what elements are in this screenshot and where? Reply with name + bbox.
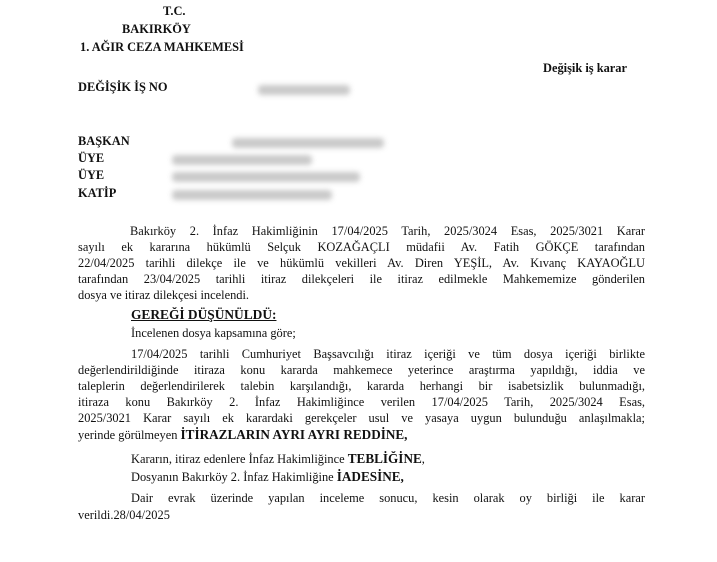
notification-line — [131, 451, 425, 467]
body-line: İncelenen dosya kapsamına göre; — [131, 326, 296, 340]
redacted-clerk-name — [172, 190, 332, 200]
body-line: 2025/3021 Karar sayılı ek karardaki gerekçeler usul ve yasaya uygun bulunduğu anlaşılmakla; — [78, 411, 645, 425]
republic-abbrev: T.C. — [163, 4, 186, 18]
body-text: yerinde görülmeyen — [78, 428, 181, 442]
court-name: 1. AĞIR CEZA MAHKEMESİ — [80, 40, 244, 54]
city-name: BAKIRKÖY — [122, 22, 191, 36]
body-line: 17/04/2025 tarihli Cumhuriyet Başsavcılığı itiraz içeriği ve tüm dosya içeriği birlikte — [131, 347, 645, 361]
redacted-president-name — [232, 138, 384, 148]
member-label-2: ÜYE — [78, 168, 105, 182]
body-text: , — [421, 452, 425, 466]
body-line: Bakırköy 2. İnfaz Hakimliğinin 17/04/2025 Tarih, 2025/3024 Esas, 2025/3021 Karar — [130, 224, 645, 238]
clerk-label: KATİP — [78, 186, 117, 200]
body-line: tarafından 23/04/2025 tarihli itiraz dilekçeleri ile itiraz edilmekle Mahkememize gönderilen — [78, 272, 645, 286]
case-number-label: DEĞİŞİK İŞ NO — [78, 80, 168, 94]
body-line: değerlendirildiğinde itiraza konu kararda mahkemece yeterince araştırma yapıldığı, iddia ve — [78, 363, 645, 377]
body-line: itiraza konu Bakırköy 2. İnfaz Hakimliğince verilen 17/04/2025 Tarih, 2025/3024 Esas, — [78, 395, 645, 409]
decision-heading: GEREĞİ DÜŞÜNÜLDÜ: — [131, 307, 277, 322]
body-line: dosya ve itiraz dilekçesi incelendi. — [78, 288, 249, 302]
decision-date-line: verildi.28/04/2025 — [78, 508, 170, 522]
body-line: sayılı ek kararına hükümlü Selçuk KOZAĞAÇLI müdafii Av. Fatih GÖKÇE tarafından — [78, 240, 645, 254]
document-type: Değişik iş karar — [543, 61, 627, 75]
return-line — [131, 469, 404, 485]
body-text: Dosyanın Bakırköy 2. İnfaz Hakimliğine — [131, 470, 337, 484]
member-label-1: ÜYE — [78, 151, 105, 165]
redacted-member-name-1 — [172, 155, 312, 165]
verdict-return: İADESİNE, — [336, 469, 404, 484]
verdict-notification: TEBLİĞİNE — [347, 451, 422, 466]
body-line: Dair evrak üzerinde yapılan inceleme sonucu, kesin olarak oy birliği ile karar — [131, 491, 645, 505]
president-label: BAŞKAN — [78, 134, 130, 148]
verdict-rejection: İTİRAZLARIN AYRI AYRI REDDİNE, — [180, 427, 408, 442]
body-line: taleplerin değerlendirilerek talebin karşılandığı, kararda herhangi bir isabetsizlik bulunmadığı, — [78, 379, 645, 393]
body-line — [78, 427, 407, 443]
body-text: Kararın, itiraz edenlere İnfaz Hakimliğince — [131, 452, 348, 466]
body-line: 22/04/2025 tarihli dilekçe ile ve hükümlü vekilleri Av. Diren YEŞİL, Av. Kıvanç KAYAOĞLU — [78, 256, 645, 270]
redacted-case-number — [258, 85, 350, 95]
redacted-member-name-2 — [172, 172, 360, 182]
